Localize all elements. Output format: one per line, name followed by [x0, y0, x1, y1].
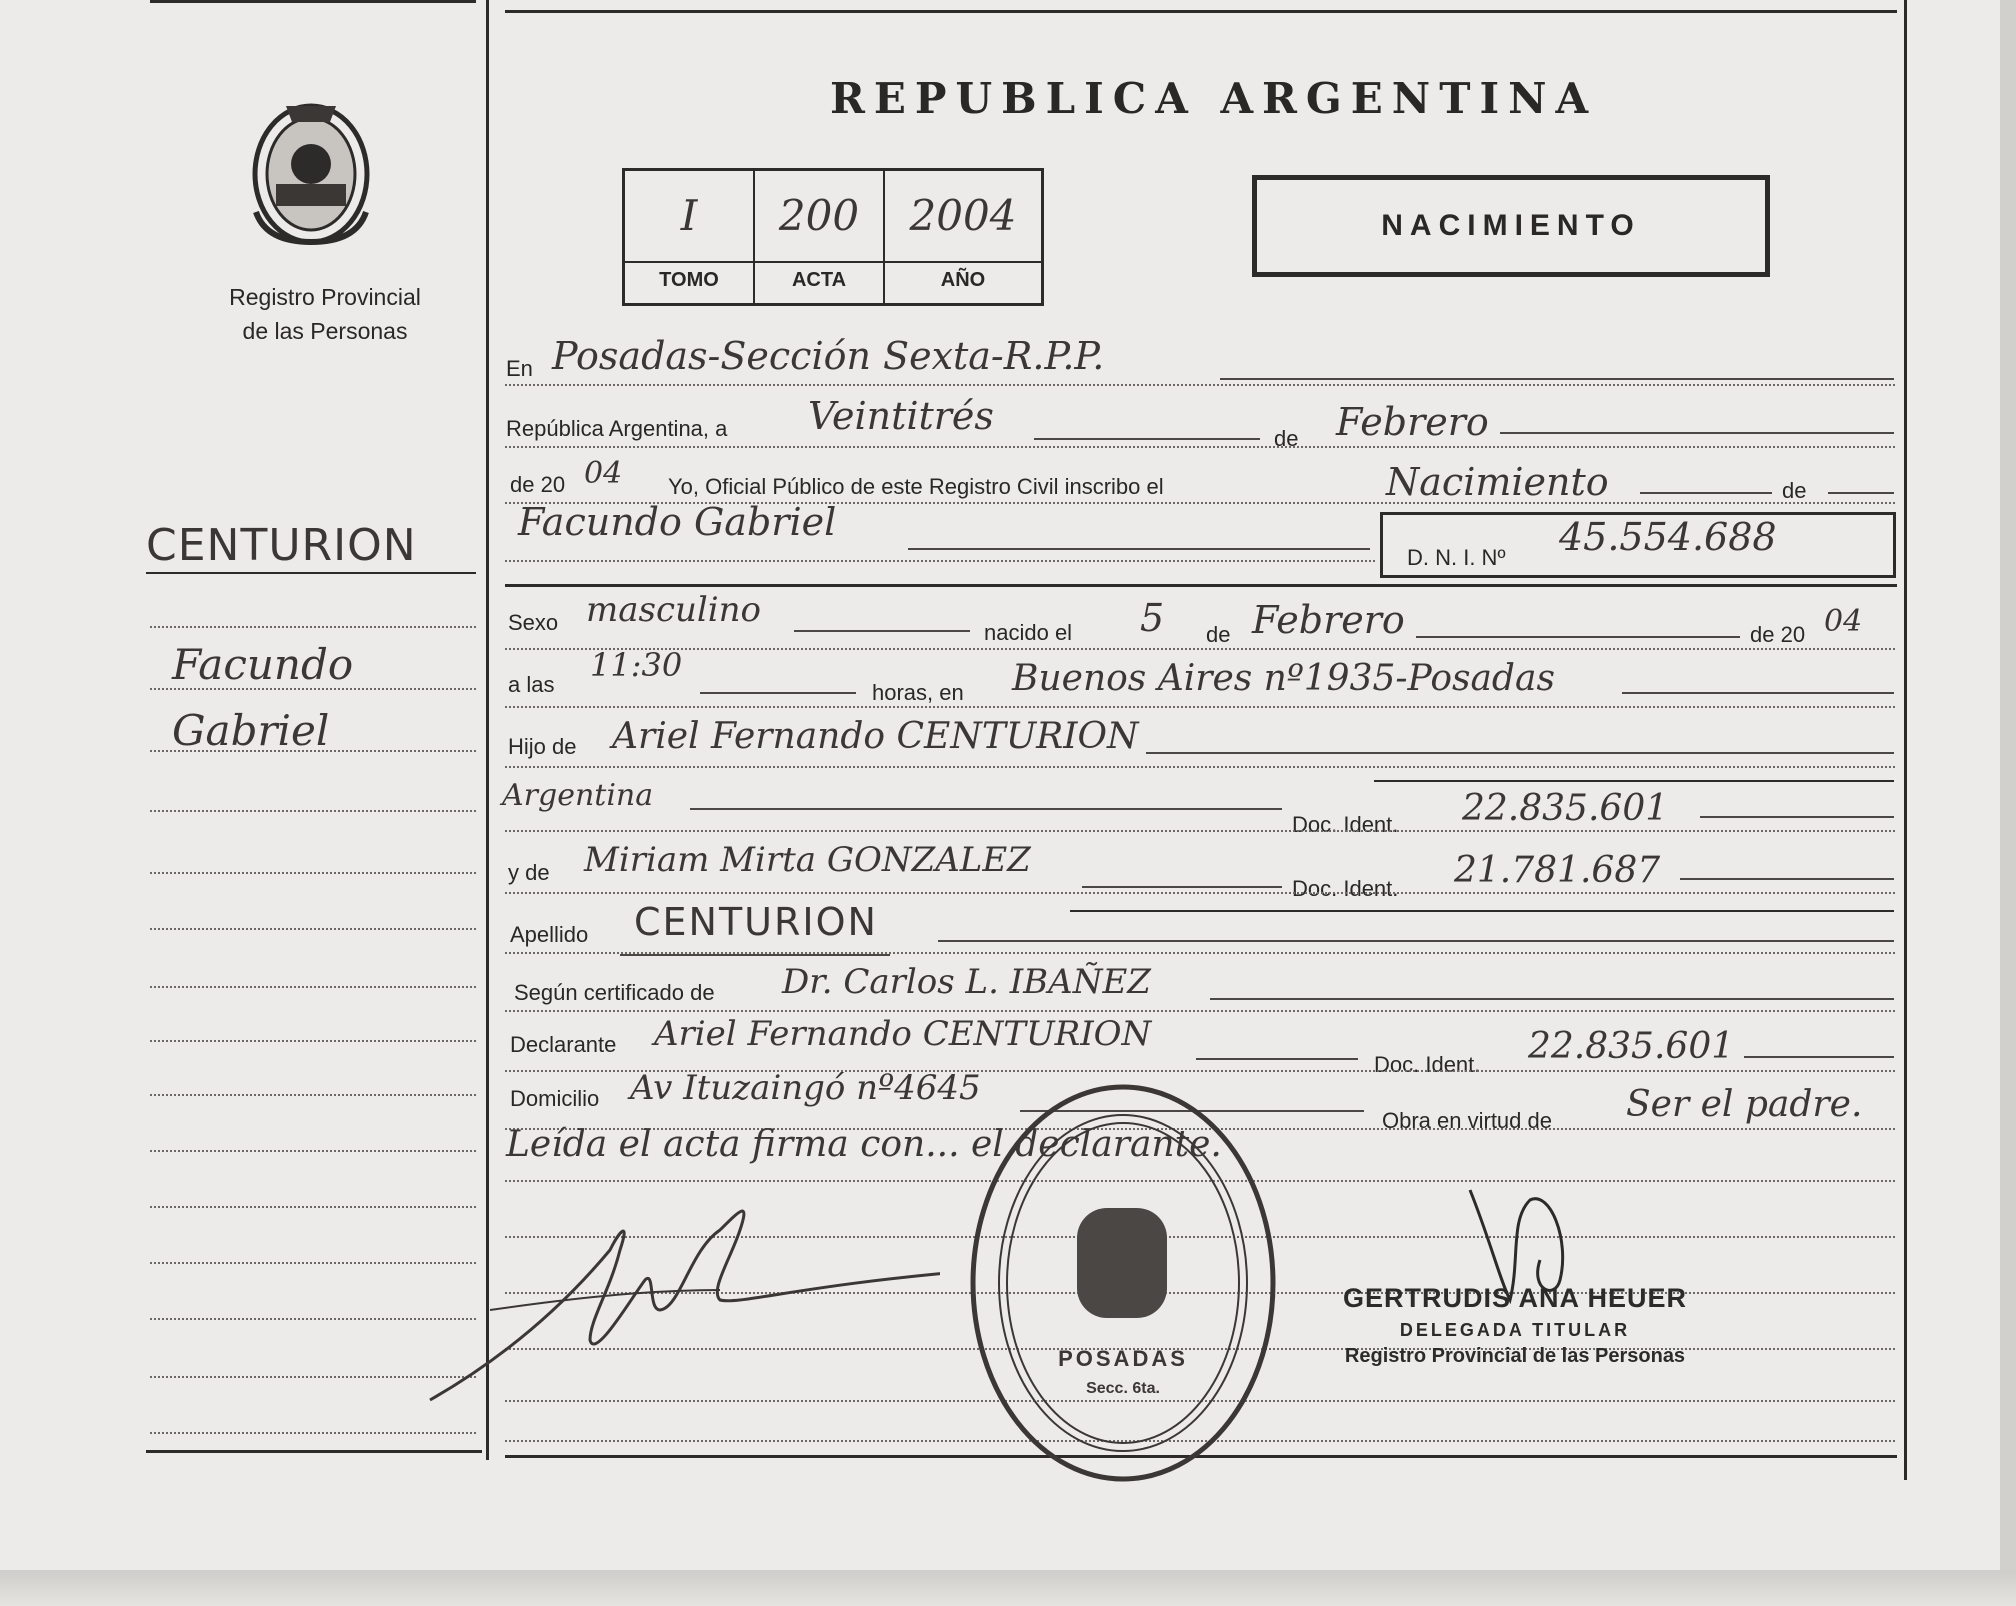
father-doc-line [1700, 816, 1894, 818]
mother-line [1082, 886, 1282, 888]
sidebar-surname: CENTURION [146, 520, 417, 571]
mother-value: Miriam Mirta GONZALEZ [584, 840, 1031, 880]
right-border [1904, 0, 1907, 1480]
mother-rule [1070, 910, 1894, 912]
sidebar-line [150, 1040, 476, 1042]
label-de-20: de 20 [510, 472, 566, 497]
sexo-value: masculino [586, 590, 762, 630]
dni-box [1380, 512, 1896, 578]
cell-divider [885, 261, 1041, 263]
sidebar-line [150, 1094, 476, 1096]
form-rule [505, 830, 1895, 832]
sexo-line [794, 630, 970, 632]
sidebar-line [150, 688, 476, 690]
label-apellido: Apellido [510, 922, 589, 947]
form-rule [505, 384, 1895, 386]
label-doc-ident-3: Doc. Ident. [1374, 1052, 1481, 1077]
father-doc-value: 22.835.601 [1462, 788, 1669, 829]
section-rule [505, 584, 1897, 587]
father-value: Ariel Fernando CENTURION [612, 716, 1139, 757]
certificado-line [1210, 998, 1894, 1000]
ano-label: AÑO [940, 269, 986, 291]
birth-place-line [1622, 692, 1894, 694]
label-hijo-de: Hijo de [508, 734, 577, 759]
tomo-cell [625, 171, 755, 303]
country-title: REPUBLICA ARGENTINA [830, 74, 1598, 123]
record-type-box: NACIMIENTO [1252, 175, 1770, 277]
province-emblem-icon [246, 92, 376, 248]
birth-time-value: 11:30 [590, 646, 683, 684]
declarant-signature-icon [420, 1190, 940, 1410]
page-edge-right [2000, 0, 2016, 1606]
form-rule [505, 1010, 1895, 1012]
apellido-line [938, 940, 1894, 942]
label-sexo: Sexo [508, 610, 559, 635]
label-republica: República Argentina, a [506, 416, 728, 441]
sidebar-given-name-1: Facundo [172, 640, 354, 689]
day-line [1034, 438, 1260, 440]
official-signature-block [1320, 1283, 1710, 1368]
bottom-rule-left [146, 1450, 482, 1453]
sidebar-line [150, 872, 476, 874]
declarante-value: Ariel Fernando CENTURION [654, 1014, 1152, 1054]
sidebar-line [150, 1150, 476, 1152]
dni-value: 45.554.688 [1559, 515, 1777, 559]
certificado-value: Dr. Carlos L. IBAÑEZ [782, 962, 1151, 1002]
office-line-1: Registro Provincial [229, 284, 421, 310]
act-type-value: Nacimiento [1386, 460, 1609, 504]
domicilio-value: Av Ituzaingó nº4645 [630, 1068, 981, 1108]
cell-divider [755, 261, 883, 263]
form-rule [505, 952, 1895, 954]
top-rule-left [150, 0, 476, 3]
act-line [1640, 492, 1772, 494]
de-line [1828, 492, 1894, 494]
page-edge-bottom [0, 1570, 2016, 1606]
obra-value: Ser el padre. [1626, 1084, 1863, 1125]
sidebar-line [150, 810, 476, 812]
declarante-doc-value: 22.835.601 [1528, 1026, 1735, 1067]
label-de-1: de [1274, 426, 1299, 451]
year-suffix-value: 04 [584, 456, 623, 491]
acta-label: ACTA [791, 269, 847, 291]
label-a-las: a las [508, 672, 555, 697]
form-rule [505, 446, 1895, 448]
sidebar-line [150, 750, 476, 752]
form-rule [505, 560, 1375, 562]
sidebar-line [150, 928, 476, 930]
registry-box [622, 168, 1044, 306]
label-doc-ident-1: Doc. Ident. [1292, 812, 1399, 837]
day-words-value: Veintitrés [808, 394, 994, 438]
cell-divider [625, 261, 753, 263]
father-line [1146, 752, 1894, 754]
sidebar-line [150, 986, 476, 988]
official-stamp [965, 1080, 1281, 1486]
label-domicilio: Domicilio [510, 1086, 600, 1111]
registry-office-name [190, 280, 460, 348]
label-de-2: de [1782, 478, 1807, 503]
birth-day-value: 5 [1140, 596, 1165, 640]
time-line [700, 692, 856, 694]
stamp-seal-icon [965, 1080, 1281, 1486]
month-line [1500, 432, 1894, 434]
birth-month-value: Febrero [1252, 598, 1405, 642]
top-rule-right [505, 10, 1897, 13]
declarante-doc-line [1744, 1056, 1894, 1058]
label-de-20b: de 20 [1750, 622, 1806, 647]
acta-cell [755, 171, 885, 303]
official-name: GERTRUDIS ANA HEUER [1342, 1283, 1687, 1313]
label-declarante: Declarante [510, 1032, 617, 1057]
stamp-city: POSADAS [1058, 1346, 1188, 1371]
label-y-de: y de [508, 860, 550, 885]
label-de-3: de [1206, 622, 1231, 647]
name-line [908, 548, 1370, 550]
official-org: Registro Provincial de las Personas [1344, 1345, 1686, 1367]
apellido-underline [620, 954, 890, 956]
ano-value: 2004 [909, 191, 1017, 240]
place-value: Posadas-Sección Sexta-R.P.P. [552, 334, 1105, 378]
apellido-value: CENTURION [634, 900, 878, 944]
ano-cell [885, 171, 1041, 303]
full-name-value: Facundo Gabriel [518, 500, 837, 544]
acta-value: 200 [778, 191, 860, 240]
birth-month-line [1416, 636, 1740, 638]
label-horas: horas, en [872, 680, 964, 705]
sidebar-line [150, 1432, 476, 1434]
form-rule [505, 766, 1895, 768]
label-en: En [506, 356, 533, 381]
tomo-value: I [680, 191, 698, 240]
father-nationality-value: Argentina [502, 778, 654, 813]
label-yo: Yo, Oficial Público de este Registro Civil inscribo el [668, 474, 1164, 499]
place-line [1220, 378, 1894, 380]
label-obra: Obra en virtud de [1382, 1108, 1552, 1133]
stamp-section: Secc. 6ta. [1086, 1380, 1160, 1397]
month-value: Febrero [1336, 400, 1489, 444]
birth-place-value: Buenos Aires nº1935-Posadas [1012, 658, 1555, 699]
form-rule [505, 648, 1895, 650]
office-line-2: de las Personas [242, 318, 408, 344]
label-nacido: nacido el [984, 620, 1073, 645]
label-segun: Según certificado de [514, 980, 715, 1005]
form-rule [505, 706, 1895, 708]
observacion-value: Leída el acta firma con... el declarante. [506, 1124, 1222, 1165]
official-role: DELEGADA TITULAR [1399, 1320, 1631, 1340]
label-dni: D. N. I. Nº [1407, 545, 1506, 570]
sidebar-given-name-2: Gabriel [172, 706, 330, 755]
sidebar-surname-rule [146, 572, 476, 574]
parent-rule [1374, 780, 1894, 782]
sidebar-line [150, 626, 476, 628]
mother-doc-line [1680, 878, 1894, 880]
form-rule [505, 892, 1895, 894]
birth-year-suffix-value: 04 [1824, 604, 1863, 639]
label-doc-ident-2: Doc. Ident. [1292, 876, 1399, 901]
mother-doc-value: 21.781.687 [1454, 850, 1661, 891]
declarante-line [1196, 1058, 1358, 1060]
nationality-line [690, 808, 1282, 810]
tomo-label: TOMO [659, 269, 719, 291]
